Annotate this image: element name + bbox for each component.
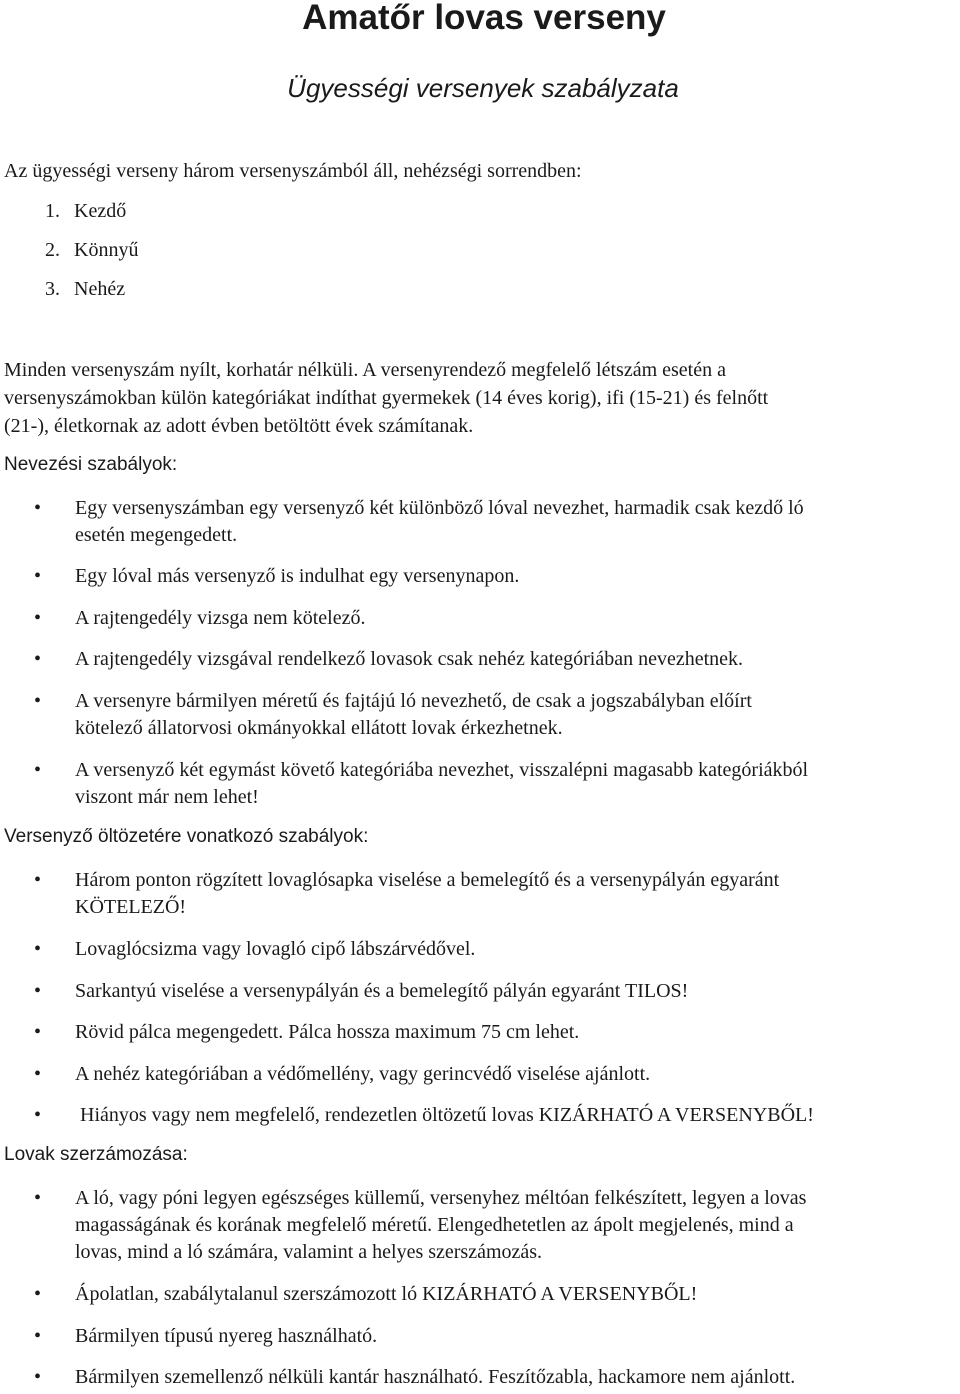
rule-item-line: lovas, mind a ló számára, valamint a helyes szerszámozás. — [75, 1241, 543, 1263]
rule-item-line: A ló, vagy póni legyen egészséges küllemű, versenyhez méltóan felkészített, legyen a lovas — [75, 1187, 807, 1209]
rule-item-line: KÖTELEZŐ! — [75, 896, 187, 918]
rule-item-line: A rajtengedély vizsga nem kötelező. — [75, 607, 366, 629]
level-item — [28, 198, 126, 224]
bullet-icon: • — [34, 759, 42, 781]
rule-item-line: Bármilyen típusú nyereg használható. — [75, 1325, 378, 1347]
rule-item-line: esetén megengedett. — [75, 524, 238, 546]
rule-item-line: Három ponton rögzített lovaglósapka viselése a bemelegítő és a versenypályán egyaránt — [75, 869, 780, 891]
page-subtitle: Ügyességi versenyek szabályzata — [287, 73, 679, 103]
level-item — [28, 237, 138, 263]
level-item — [28, 276, 125, 302]
rule-item-line: Ápolatlan, szabálytalanul szerszámozott ló KIZÁRHATÓ A VERSENYBŐL! — [75, 1283, 698, 1305]
level-number: 2. — [45, 239, 60, 261]
bullet-icon: • — [34, 565, 42, 587]
section-heading-horse-equipment: Lovak szerzámozása: — [4, 1144, 188, 1165]
rule-item-line: A versenyre bármilyen méretű és fajtájú ló nevezhető, de csak a jogszabályban előírt — [75, 690, 752, 712]
bullet-icon: • — [34, 869, 42, 891]
bullet-icon: • — [34, 648, 42, 670]
rule-item-line: Sarkantyú viselése a versenypályán és a bemelegítő pályán egyaránt TILOS! — [75, 980, 689, 1002]
rule-item-line: Egy versenyszámban egy versenyző két különböző lóval nevezhet, harmadik csak kezdő ló — [75, 497, 804, 519]
paragraph-line: (21-), életkornak az adott évben betöltött évek számítanak. — [4, 415, 474, 437]
bullet-icon: • — [34, 1063, 42, 1085]
rule-item-line: Hiányos vagy nem megfelelő, rendezetlen öltözetű lovas KIZÁRHATÓ A VERSENYBŐL! — [80, 1104, 814, 1126]
rule-item-line: Egy lóval más versenyző is indulhat egy versenynapon. — [75, 565, 520, 587]
bullet-icon: • — [34, 980, 42, 1002]
bullet-icon: • — [34, 938, 42, 960]
section-heading-attire-rules: Versenyző öltözetére vonatkozó szabályok: — [4, 826, 369, 847]
rule-item-line: Bármilyen szemellenző nélküli kantár használható. Feszítőzabla, hackamore nem ajánlott. — [75, 1366, 796, 1388]
rule-item-line: Lovaglócsizma vagy lovagló cipő lábszárvédővel. — [75, 938, 476, 960]
paragraph-line: Minden versenyszám nyílt, korhatár nélküli. A versenyrendező megfelelő létszám esetén a — [4, 359, 726, 381]
rule-item-line: A versenyző két egymást követő kategóriába nevezhet, visszalépni magasabb kategóriákból — [75, 759, 809, 781]
level-label: Kezdő — [74, 200, 127, 222]
bullet-icon: • — [34, 1104, 42, 1126]
bullet-icon: • — [34, 497, 42, 519]
bullet-icon: • — [34, 1187, 42, 1209]
level-label: Könnyű — [74, 239, 139, 261]
level-number: 3. — [45, 278, 60, 300]
level-label: Nehéz — [74, 278, 126, 300]
rule-item-line: A rajtengedély vizsgával rendelkező lovasok csak nehéz kategóriában nevezhetnek. — [75, 648, 744, 670]
rule-item-line: Rövid pálca megengedett. Pálca hossza maximum 75 cm lehet. — [75, 1021, 580, 1043]
rule-item-line: viszont már nem lehet! — [75, 786, 259, 808]
rule-item-line: magasságának és korának megfelelő méretű. Elengedhetetlen az ápolt megjelenés, mind a — [75, 1214, 794, 1236]
bullet-icon: • — [34, 1021, 42, 1043]
rule-item-line: kötelező állatorvosi okmányokkal ellátott lovak érkezhetnek. — [75, 717, 563, 739]
section-heading-entry-rules: Nevezési szabályok: — [4, 454, 178, 475]
bullet-icon: • — [34, 1366, 42, 1388]
bullet-icon: • — [34, 1283, 42, 1305]
intro-text: Az ügyességi verseny három versenyszámból áll, nehézségi sorrendben: — [4, 160, 582, 182]
page-title: Amatőr lovas verseny — [302, 0, 666, 37]
rule-item-line: A nehéz kategóriában a védőmellény, vagy gerincvédő viselése ajánlott. — [75, 1063, 651, 1085]
paragraph-line: versenyszámokban külön kategóriákat indíthat gyermekek (14 éves korig), ifi (15-21) és felnőtt — [4, 387, 769, 409]
level-number: 1. — [45, 200, 60, 222]
bullet-icon: • — [34, 690, 42, 712]
bullet-icon: • — [34, 607, 42, 629]
bullet-icon: • — [34, 1325, 42, 1347]
